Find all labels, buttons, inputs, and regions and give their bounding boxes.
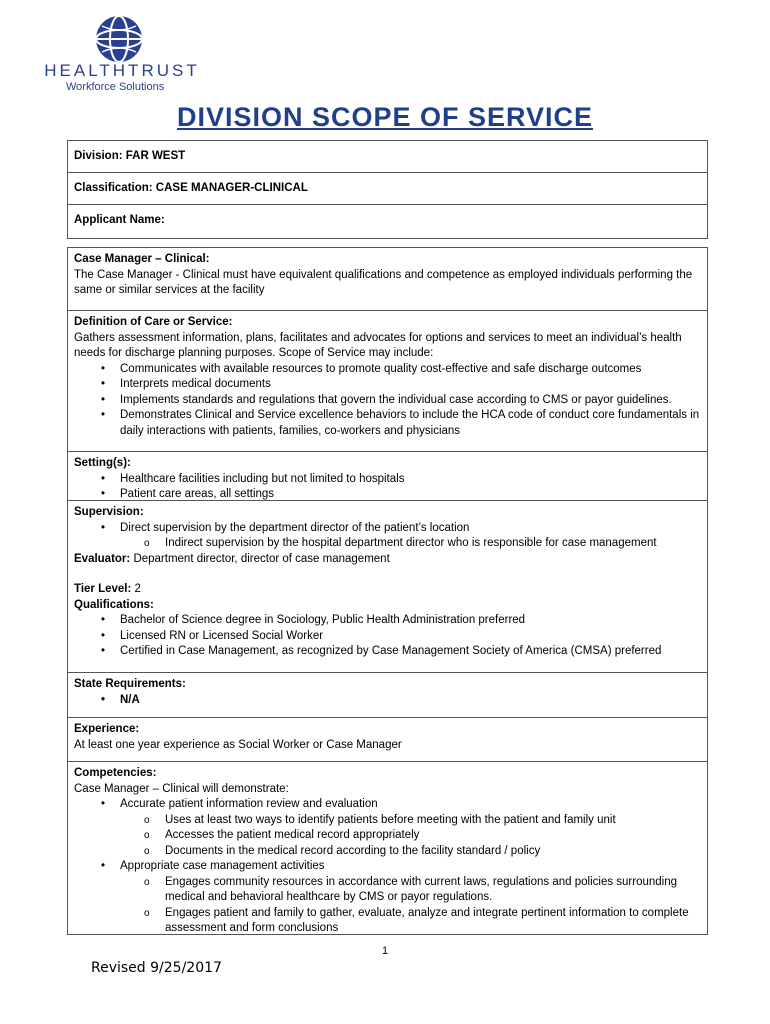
supervision-heading: Supervision: <box>74 506 144 518</box>
applicant-name-row: Applicant Name: <box>74 214 165 227</box>
list-item: • Direct supervision by the department director of the patient’s location <box>74 521 701 537</box>
list-item: • Healthcare facilities including but not limited to hospitals <box>74 472 701 488</box>
qualifications-list <box>74 613 701 660</box>
brand-name: HEALTHTRUST <box>44 61 200 80</box>
division-row: Division: FAR WEST <box>68 141 707 173</box>
experience-section <box>68 718 707 762</box>
list-item: o Documents in the medical record according to the facility standard / policy <box>74 844 701 860</box>
page-number: 1 <box>381 945 389 957</box>
revision-date: Revised 9/25/2017 <box>91 960 222 976</box>
list-item: o Accesses the patient medical record appropriately <box>74 828 701 844</box>
list-item: o Engages patient and family to gather, evaluate, analyze and integrate pertinent information to complete assessment and form conclusions <box>74 906 701 937</box>
scope-table <box>67 247 708 935</box>
competencies-list <box>74 797 701 937</box>
list-item: • Demonstrates Clinical and Service excellence behaviors to include the HCA code of conduct core fundamentals in daily interactions with patients, families, co-workers and physicians <box>74 408 701 439</box>
classification-row: Classification: CASE MANAGER-CLINICAL <box>68 173 707 205</box>
state-requirements-section <box>68 673 707 718</box>
list-item: • N/A <box>74 693 701 709</box>
definition-section <box>68 311 707 452</box>
case-manager-heading: Case Manager – Clinical: <box>74 253 210 265</box>
list-item: • Certified in Case Management, as recognized by Case Management Society of America (CMSA) preferred <box>74 644 701 660</box>
supervision-list <box>74 521 701 552</box>
list-item: • Appropriate case management activities <box>74 859 701 875</box>
experience-heading: Experience: <box>74 723 140 735</box>
list-item: o Indirect supervision by the hospital department director who is responsible for case management <box>74 536 701 552</box>
supervision-section <box>68 501 707 673</box>
experience-text: At least one year experience as Social Worker or Case Manager <box>74 738 402 751</box>
case-manager-section <box>68 248 707 311</box>
competencies-section <box>68 762 707 940</box>
definition-heading: Definition of Care or Service: <box>74 316 233 328</box>
list-item: • Interprets medical documents <box>74 377 701 393</box>
healthtrust-logo <box>42 14 202 94</box>
tier-value: 2 <box>131 583 141 595</box>
definition-text: Gathers assessment information, plans, facilitates and advocates for options and services to meet an individual’s health needs for discharge planning purposes. Scope of Service may include: <box>74 331 682 359</box>
list-item: • Bachelor of Science degree in Sociology, Public Health Administration preferred <box>74 613 701 629</box>
list-item: • Communicates with available resources to promote quality cost-effective and safe discharge outcomes <box>74 362 701 378</box>
state-heading: State Requirements: <box>74 678 186 690</box>
tier-line <box>74 582 701 598</box>
settings-section <box>68 452 707 501</box>
evaluator-label: Evaluator: <box>74 552 131 565</box>
spacer <box>74 567 701 582</box>
case-manager-text: The Case Manager - Clinical must have equivalent qualifications and competence as employed individuals performing the same or similar services at the facility <box>74 268 693 296</box>
list-item: • Accurate patient information review and evaluation <box>74 797 701 813</box>
state-list <box>74 693 701 709</box>
competencies-intro: Case Manager – Clinical will demonstrate: <box>74 782 289 795</box>
evaluator-line <box>74 552 701 568</box>
settings-heading: Setting(s): <box>74 457 131 469</box>
tier-label: Tier Level: <box>74 583 132 595</box>
header-table <box>67 140 708 239</box>
list-item: o Engages community resources in accordance with current laws, regulations and policies surrounding medical and behavioral healthcare by CMS or payor regulations. <box>74 875 701 906</box>
list-item: • Patient care areas, all settings <box>74 487 701 501</box>
qualifications-heading: Qualifications: <box>74 598 154 611</box>
list-item: • Implements standards and regulations that govern the individual case according to CMS or payor guidelines. <box>74 393 701 409</box>
globe-logo-icon <box>94 14 144 64</box>
definition-list <box>74 362 701 440</box>
brand-tagline: Workforce Solutions <box>66 81 165 93</box>
list-item: • Licensed RN or Licensed Social Worker <box>74 629 701 645</box>
evaluator-value: Department director, director of case management <box>130 552 390 565</box>
settings-list <box>74 472 701 502</box>
page-title: DIVISION SCOPE OF SERVICE <box>176 102 594 132</box>
list-item: o Uses at least two ways to identify patients before meeting with the patient and family unit <box>74 813 701 829</box>
competencies-heading: Competencies: <box>74 767 157 779</box>
